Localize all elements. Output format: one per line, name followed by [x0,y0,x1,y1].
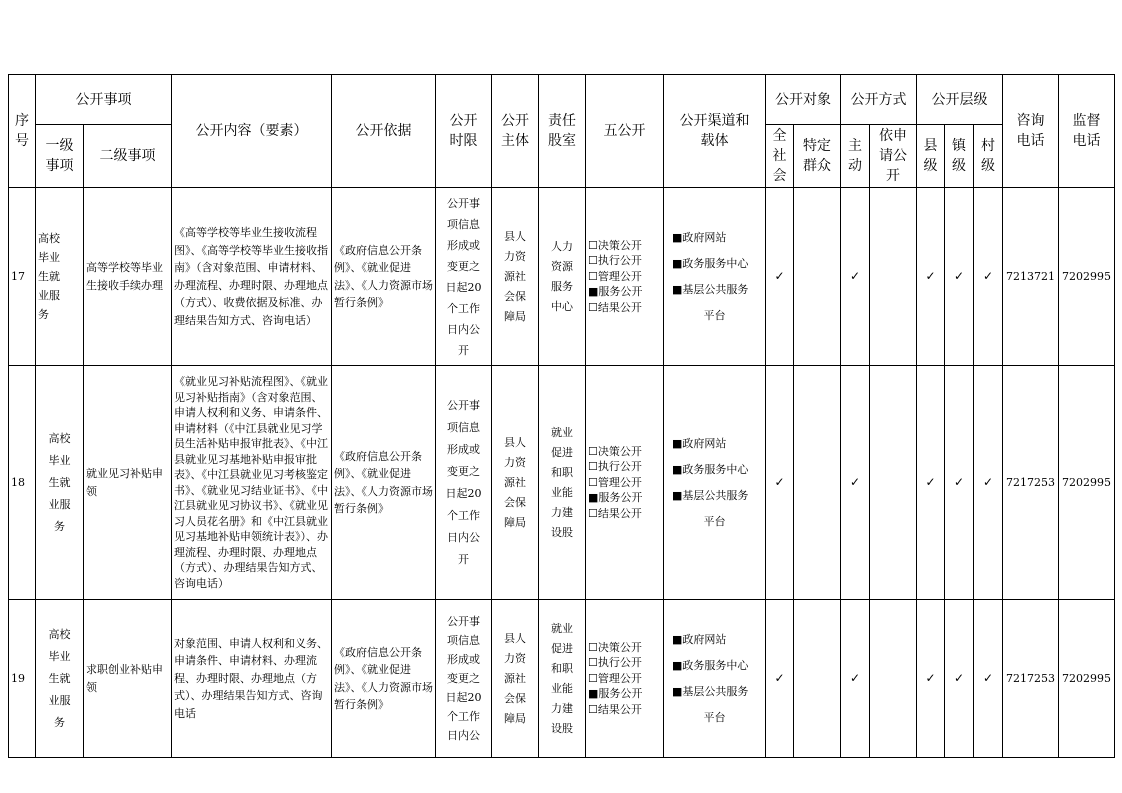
five-result: ☐结果公开 [588,300,642,314]
channel-grassroots: ■基层公共服务 [672,282,749,296]
cell-lvl-village: ✓ [974,600,1003,758]
cell-lvl-county: ✓ [917,188,945,366]
cell-level2: 求职创业补贴申领 [84,600,172,758]
channel-grassroots-cont: 平台 [703,514,726,528]
cell-basis: 《政府信息公开条例》、《就业促进法》、《人力资源市场暂行条例》 [332,366,436,600]
cell-lvl-village: ✓ [974,188,1003,366]
cell-time-limit: 公开事项信息形成或变更之日起20个工作日内公 [436,600,492,758]
cell-subject: 县人力资源社会保障局 [492,188,539,366]
cell-channel [664,600,766,758]
cell-consult: 7213721 [1003,188,1059,366]
header-lvl-village: 村级 [974,125,1003,188]
cell-aud-all: ✓ [766,600,794,758]
header-content: 公开内容（要素） [172,75,332,188]
cell-supervise: 7202995 [1059,188,1115,366]
cell-method-apply [870,600,917,758]
header-method: 公开方式 [841,75,917,125]
channel-grassroots: ■基层公共服务 [672,684,749,698]
cell-aud-specific [794,366,841,600]
header-consult: 咨询电话 [1003,75,1059,188]
cell-level1: 高校毕业生就业服务 [36,188,84,366]
cell-lvl-town: ✓ [945,188,974,366]
header-audience: 公开对象 [766,75,841,125]
five-result: ☐结果公开 [588,506,642,520]
header-time-limit: 公开时限 [436,75,492,188]
cell-dept: 就业促进和职业能力建设股 [539,600,586,758]
five-result: ☐结果公开 [588,702,642,716]
cell-time-limit: 公开事项信息形成或变更之日起20个工作日内公开 [436,188,492,366]
cell-level2: 高等学校等毕业生接收手续办理 [84,188,172,366]
cell-method-active: ✓ [841,188,870,366]
five-execution: ☐执行公开 [588,460,642,474]
five-service: ■服务公开 [588,687,643,701]
cell-subject: 县人力资源社会保障局 [492,600,539,758]
cell-lvl-town: ✓ [945,366,974,600]
cell-consult: 7217253 [1003,366,1059,600]
five-execution: ☐执行公开 [588,656,642,670]
header-five: 五公开 [586,75,664,188]
cell-level1: 高校毕业生就业服务 [36,366,84,600]
header-lvl-town: 镇级 [945,125,974,188]
cell-level2: 就业见习补贴申领 [84,366,172,600]
cell-basis: 《政府信息公开条例》、《就业促进法》、《人力资源市场暂行条例》 [332,188,436,366]
cell-five [586,188,664,366]
cell-basis: 《政府信息公开条例》、《就业促进法》、《人力资源市场暂行条例》 [332,600,436,758]
cell-time-limit: 公开事项信息形成或变更之日起20个工作日内公开 [436,366,492,600]
channel-service-center: ■政务服务中心 [672,658,749,672]
table-row [9,600,1115,758]
header-level1: 一级事项 [36,125,84,188]
cell-lvl-town: ✓ [945,600,974,758]
header-lvl-county: 县级 [917,125,945,188]
cell-lvl-county: ✓ [917,366,945,600]
channel-website: ■政府网站 [672,632,727,646]
channel-website: ■政府网站 [672,230,727,244]
cell-aud-specific [794,188,841,366]
cell-supervise: 7202995 [1059,366,1115,600]
cell-dept: 就业促进和职业能力建设股 [539,366,586,600]
header-method-apply: 依申请公开 [870,125,917,188]
header-subject: 公开主体 [492,75,539,188]
five-decision: ☐决策公开 [588,444,642,458]
cell-method-active: ✓ [841,600,870,758]
cell-content: 对象范围、申请人权利和义务、申请条件、申请材料、办理流程、办理时限、办理地点（方式）、办理结果告知方式、咨询电话 [172,600,332,758]
five-management: ☐管理公开 [588,475,642,489]
channel-website: ■政府网站 [672,436,727,450]
header-matter: 公开事项 [36,75,172,125]
header-method-active: 主动 [841,125,870,188]
channel-grassroots-cont: 平台 [703,710,726,724]
five-management: ☐管理公开 [588,269,642,283]
header-channel: 公开渠道和载体 [664,75,766,188]
header-basis: 公开依据 [332,75,436,188]
header-dept: 责任股室 [539,75,586,188]
cell-five [586,366,664,600]
cell-subject: 县人力资源社会保障局 [492,366,539,600]
cell-method-active: ✓ [841,366,870,600]
cell-method-apply [870,366,917,600]
five-service: ■服务公开 [588,491,643,505]
cell-supervise: 7202995 [1059,600,1115,758]
cell-content: 《就业见习补贴流程图》、《就业见习补贴指南》（含对象范围、申请人权利和义务、申请条件、申请材料（《中江县就业见习学员生活补贴申报审批表》、《中江县就业见习基地补贴申报审批表》、《中江县就业见习考核鉴定书》、《就业见习结业证书》、《中江县就业见习协议书》、《就业见习人员花名册》和《中江县就业见习基地补贴申领统计表》）、办理流程、办理时限、办理地点（方式）、办理结果告知方式、咨询电话） [172,366,332,600]
channel-service-center: ■政务服务中心 [672,256,749,270]
cell-content: 《高等学校等毕业生接收流程图》、《高等学校等毕业生接收指南》（含对象范围、申请材料、办理流程、办理时限、办理地点（方式）、收费依据及标准、办理结果告知方式、咨询电话） [172,188,332,366]
cell-lvl-village: ✓ [974,366,1003,600]
five-decision: ☐决策公开 [588,640,642,654]
header-level2: 二级事项 [84,125,172,188]
channel-service-center: ■政务服务中心 [672,462,749,476]
header-level: 公开层级 [917,75,1003,125]
five-service: ■服务公开 [588,285,643,299]
cell-aud-all: ✓ [766,366,794,600]
cell-method-apply [870,188,917,366]
cell-channel [664,366,766,600]
five-decision: ☐决策公开 [588,238,642,252]
header-aud-specific: 特定群众 [794,125,841,188]
cell-aud-all: ✓ [766,188,794,366]
header-seq: 序号 [9,75,36,188]
header-aud-all: 全社会 [766,125,794,188]
cell-lvl-county: ✓ [917,600,945,758]
cell-channel [664,188,766,366]
five-execution: ☐执行公开 [588,254,642,268]
disclosure-table [8,74,1115,758]
disclosure-table-sheet [8,74,1115,758]
five-management: ☐管理公开 [588,671,642,685]
cell-seq: 19 [9,600,36,758]
table-row [9,188,1115,366]
cell-aud-specific [794,600,841,758]
channel-grassroots: ■基层公共服务 [672,488,749,502]
cell-five [586,600,664,758]
table-row [9,366,1115,600]
cell-seq: 17 [9,188,36,366]
header-supervise: 监督电话 [1059,75,1115,188]
cell-seq: 18 [9,366,36,600]
cell-dept: 人力资源服务中心 [539,188,586,366]
channel-grassroots-cont: 平台 [703,308,726,322]
cell-consult: 7217253 [1003,600,1059,758]
cell-level1: 高校毕业生就业服务 [36,600,84,758]
